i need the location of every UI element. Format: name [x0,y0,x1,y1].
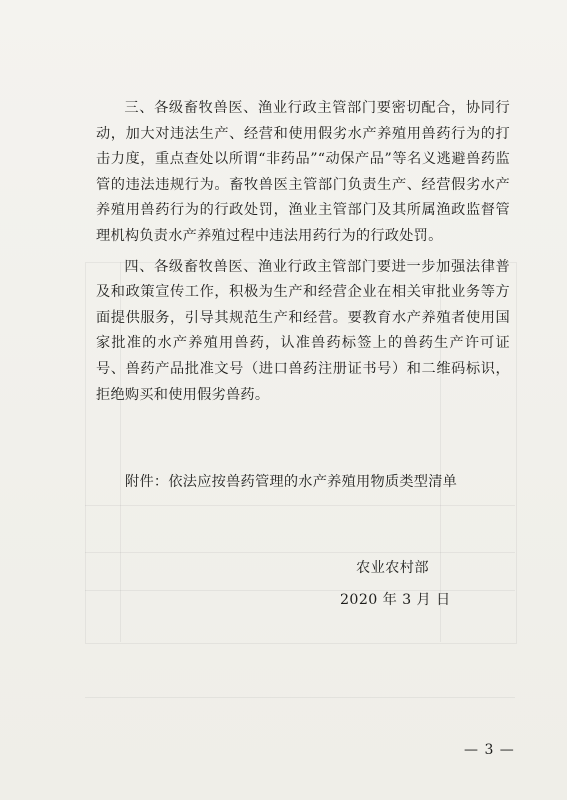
page-number: — 3 — [464,742,515,758]
attachment-line: 附件：依法应按兽药管理的水产养殖用物质类型清单 [125,474,458,490]
paragraph-three: 三、各级畜牧兽医、渔业行政主管部门要密切配合，协同行动，加大对违法生产、经营和使用假劣水产养殖用兽药行为的打击力度，重点查处以所谓“非药品”“动保产品”等名义逃避兽药监管的违法违规行为。畜牧兽医主管部门负责生产、经营假劣水产养殖用兽药行为的行政处罚，渔业主管部门及其所属渔政监督管理机构负责水产养殖过程中违法用药行为的行政处罚。 [96,100,510,244]
bleed-through-table-line [85,697,515,698]
issuer-name: 农业农村部 [356,560,429,576]
document-body [96,96,510,408]
bleed-through-table-line [85,552,515,553]
bleed-through-table-line [85,505,515,506]
paragraph-four: 四、各级畜牧兽医、渔业行政主管部门要进一步加强法律普及和政策宣传工作，积极为生产和经营企业在相关审批业务等方面提供服务，引导其规范生产和经营。要教育水产养殖者使用国家批准的水产养殖用兽药，认准兽药标签上的兽药生产许可证号、兽药产品批准文号（进口兽药注册证书号）和二维码标识，拒绝购买和使用假劣兽药。 [96,258,510,403]
issue-date: 2020 年 3 月 日 [340,592,451,608]
signature-block [340,556,460,612]
